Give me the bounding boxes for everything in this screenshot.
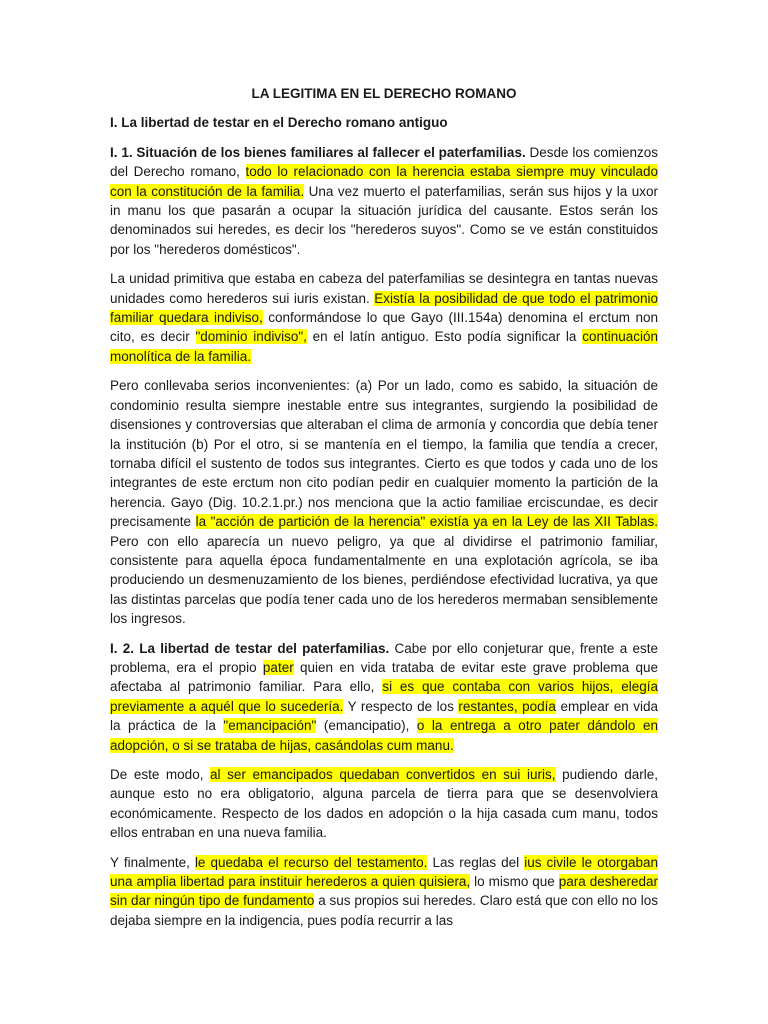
highlighted-text: para desheredar sin dar ningún tipo de fundamento [110,874,658,909]
highlighted-text: ius civile le otorgaban una amplia libertad para instituir herederos a quien quisiera, [110,854,658,890]
paragraph-text: (emancipatio), [316,718,417,734]
paragraph-list [110,143,658,930]
body-paragraph [110,639,658,755]
highlighted-text: "emancipación" [223,718,317,734]
paragraph-text: lo mismo que [470,874,559,890]
paragraph-text: a sus propios sui heredes. Claro está que con ello no los dejaba siempre en la indigencia, pues podía recurrir a las [110,893,659,928]
paragraph-text: Cabe por ello conjeturar que, frente a este problema, era el propio [110,640,658,675]
highlighted-text: al ser emancipados quedaban convertidos en sui iuris, [210,767,556,782]
paragraph-text: Desde los comienzos del Derecho romano, [110,144,658,180]
subsection-heading: I. 1. Situación de los bienes familiares al fallecer el paterfamilias. [110,144,526,160]
highlighted-text: Existía la posibilidad de que todo el patrimonio familiar quedara indiviso, [110,290,658,326]
paragraph-text: De este modo, [110,767,211,782]
subsection-heading: I. 2. La libertad de testar del paterfamilias. [110,640,390,656]
highlighted-text: continuación monolítica de la familia. [110,329,658,364]
paragraph-text: en el latín antiguo. Esto podía significar la [306,329,583,345]
body-paragraph [110,269,658,366]
body-paragraph [110,376,658,628]
paragraph-text: Pero conllevaba serios inconvenientes: (a) Por un lado, como es sabido, la situación de condominio resulta siempre inestable entre sus integrantes, surgiendo la posibilidad de disensiones y controversias que alteraban el clima de armonía y concordia que debía tener la institución (b) Por el otro, si se mantenía en el tiempo, la familia que tendía a crecer, tornaba difícil el sustento de todos sus integrantes. Cierto es que todos y cada uno de los integrantes de este erctum non cito podían pedir en cualquier momento la partición de la herencia. Gayo (Dig. 10.2.1.pr.) nos menciona que la actio familiae erciscundae, es decir precisamente [110,378,658,530]
paragraph-text: Y finalmente, [110,854,195,870]
highlighted-text: "dominio indiviso", [195,329,307,345]
paragraph-text: Pero con ello aparecía un nuevo peligro, ya que al dividirse el patrimonio familiar, consistente para aquella época fundamentalmente en una explotación agrícola, se iba produciendo un desmenuzamiento de los bienes, perdiéndose efectividad lucrativa, ya que las distintas parcelas que podía tener cada uno de los herederos mermaban sensiblemente los ingresos. [110,533,658,627]
body-paragraph [110,853,658,931]
highlighted-text: le quedaba el recurso del testamento. [194,854,428,870]
highlighted-text: todo lo relacionado con la herencia estaba siempre muy vinculado con la constitución de la familia. [110,164,658,199]
paragraph-text: pudiendo darle, aunque esto no era obligatorio, alguna parcela de tierra para que se desenvolviera económicamente. Respecto de los dados en adopción o la hija casada cum manu, todos ellos entraban en una nueva familia. [110,767,658,841]
highlighted-text: la "acción de partición de la herencia" existía ya en la Ley de las XII Tablas. [195,514,658,530]
paragraph-text: Una vez muerto el paterfamilias, serán sus hijos y la uxor in manu los que pasarán a ocupar la situación jurídica del causante. Estos serán los denominados sui heredes, es decir los "herederos suyos". Como se ve están constituidos por los "herederos domésticos". [110,183,658,257]
document-body [110,84,658,940]
section-heading: I. La libertad de testar en el Derecho romano antiguo [110,115,448,131]
paragraph-text: emplear en vida la práctica de la [110,698,658,734]
highlighted-text: restantes, podía [458,698,556,714]
paragraph-text: La unidad primitiva que estaba en cabeza del paterfamilias se desintegra en tantas nuevas unidades como herederos sui iuris existan. [110,271,658,306]
paragraph-text: Las reglas del [427,854,525,870]
document-title: LA LEGITIMA EN EL DERECHO ROMANO [251,86,517,101]
paragraph-text: conformándose lo que Gayo (III.154a) denomina el erctum non cito, es decir [110,310,658,345]
body-paragraph [110,765,658,843]
highlighted-text: si es que contaba con varios hijos, elegía previamente a aquél que lo sucedería. [110,679,658,714]
highlighted-text: o la entrega a otro pater dándolo en adopción, o si se trataba de hijas, casándolas cum manu. [110,718,658,753]
paragraph-text: quien en vida trataba de evitar este grave problema que afectaba al patrimonio familiar. Para ello, [110,659,658,695]
paragraph-text: Y respecto de los [343,698,459,714]
body-paragraph [110,143,658,259]
highlighted-text: pater [262,659,294,675]
